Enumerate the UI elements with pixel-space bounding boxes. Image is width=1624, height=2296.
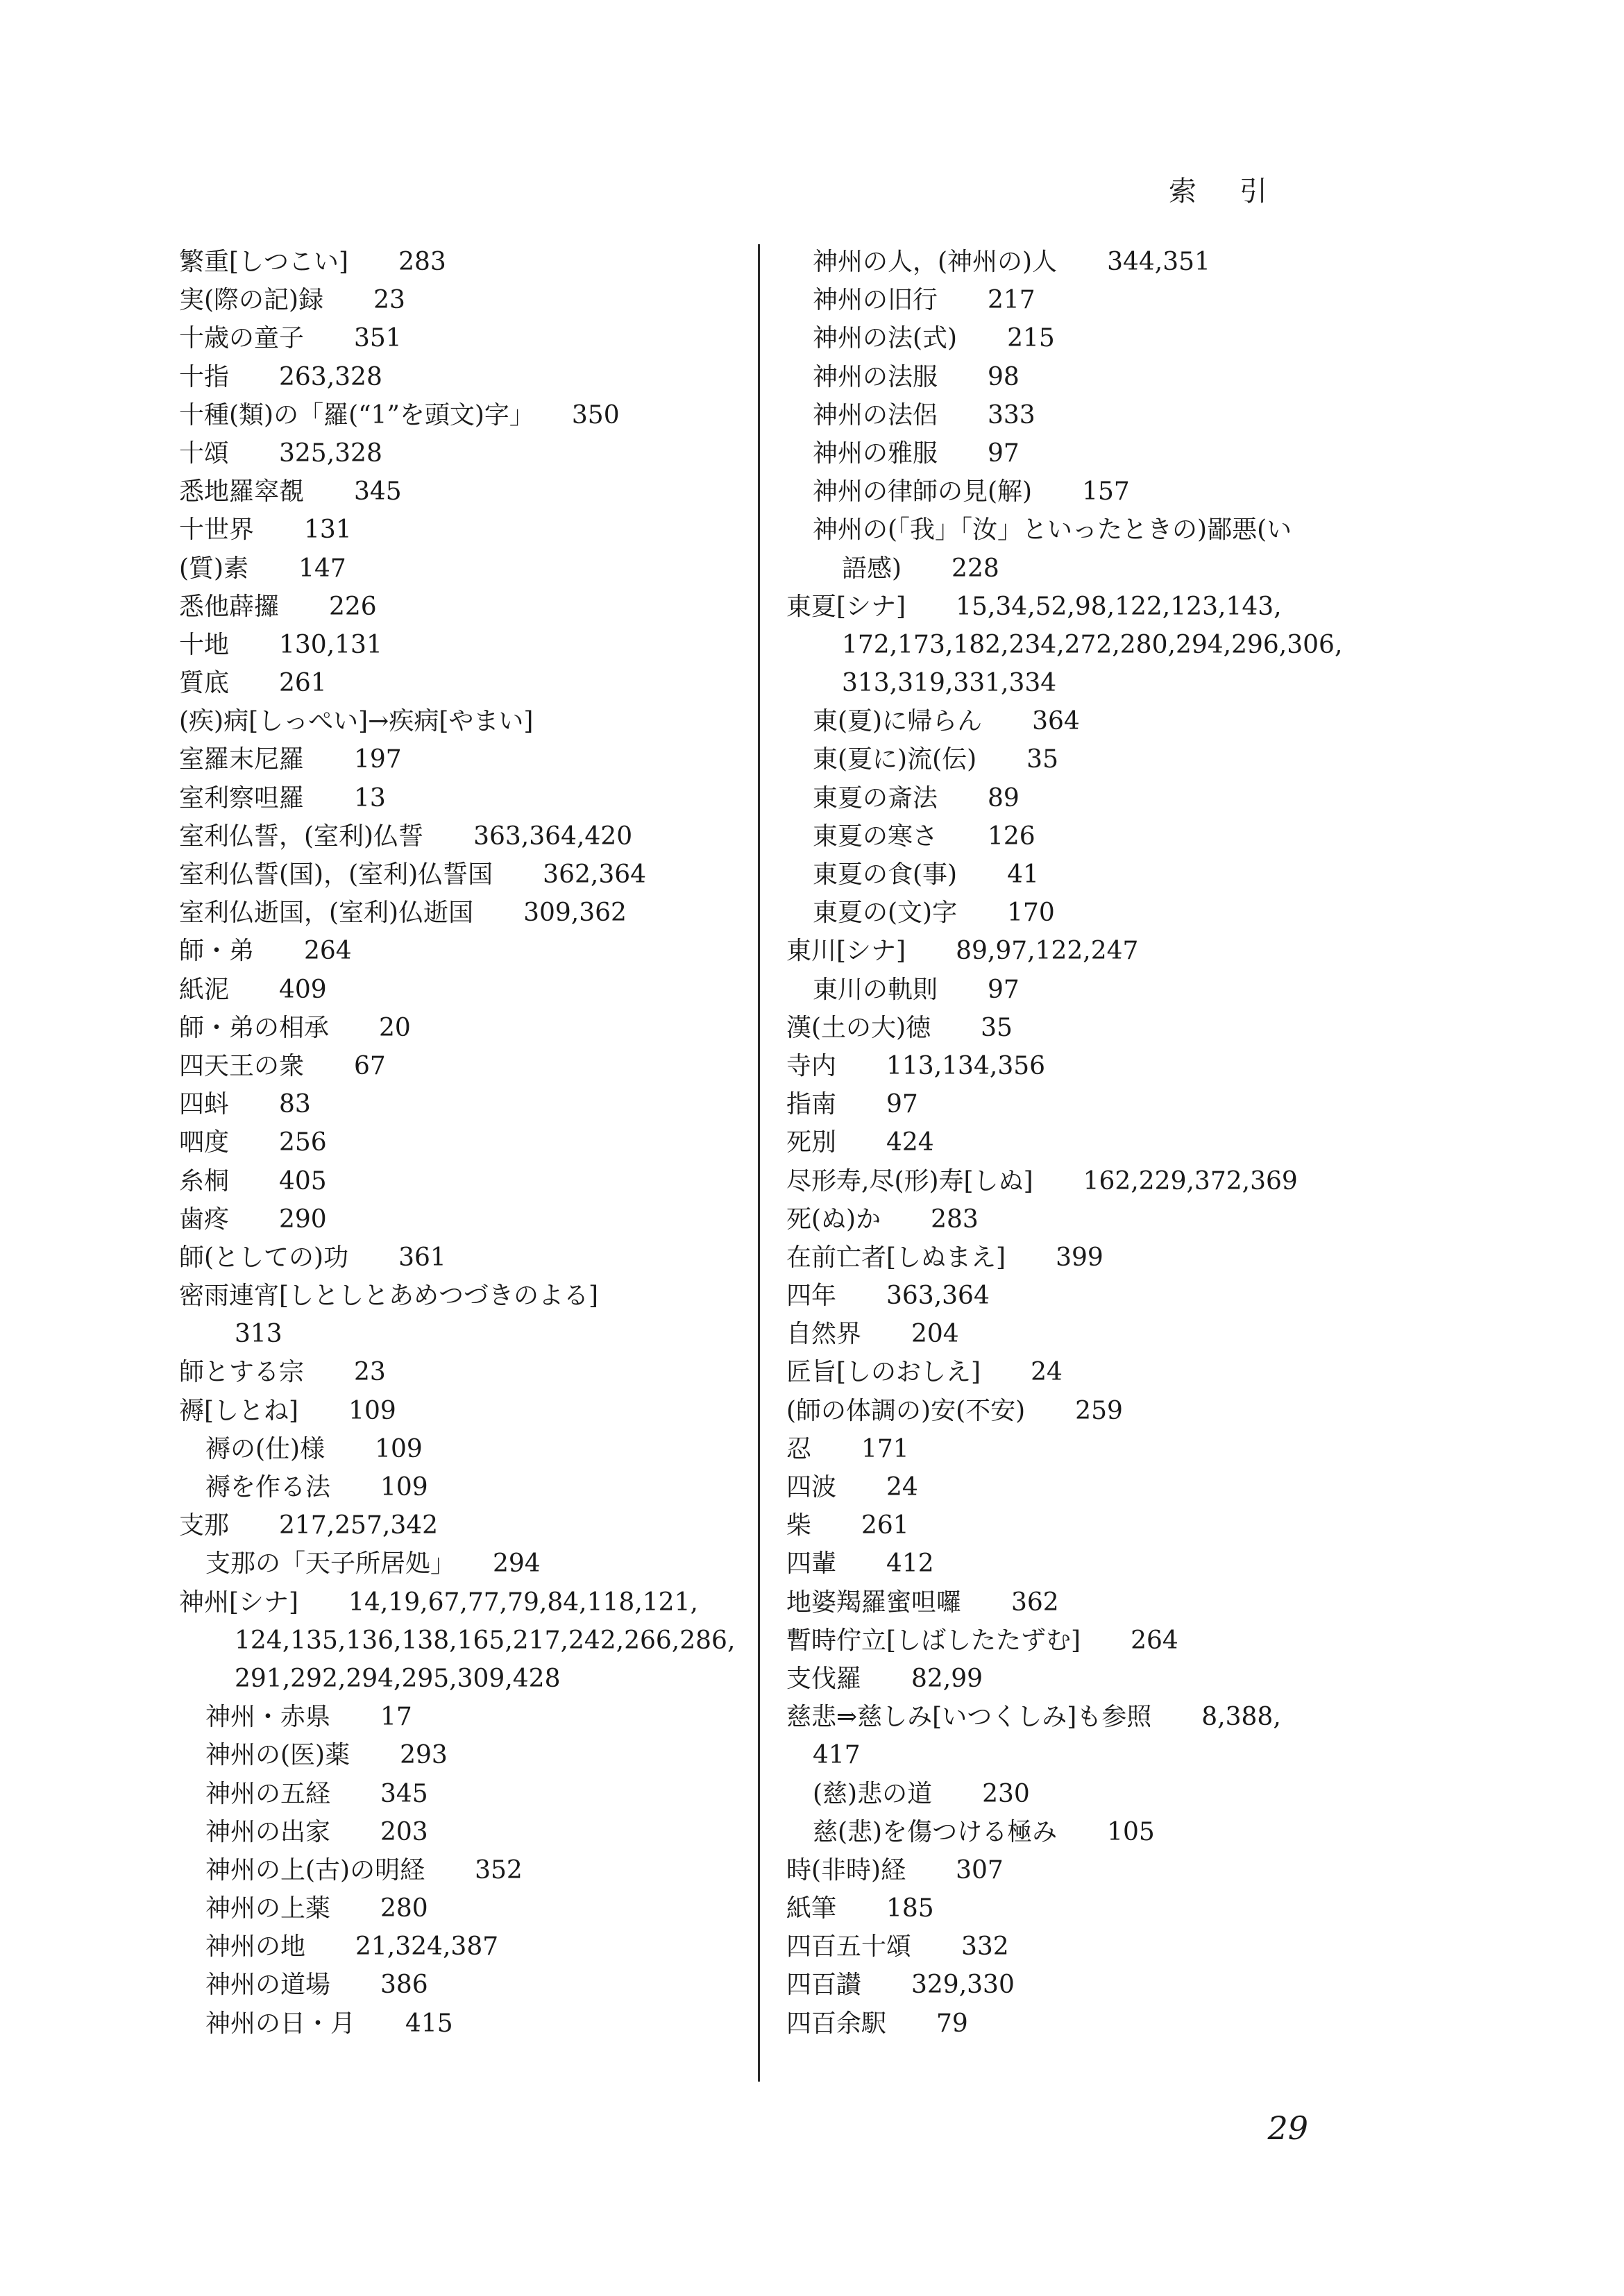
index-entry: 悉他薜攞 226	[179, 592, 377, 621]
index-entry: 神州の人，(神州の)人 344,351	[813, 248, 1210, 276]
index-entry: 密雨連宵[しとしとあめつづきのよる]	[179, 1282, 599, 1311]
index-entry: 十歳の童子 351	[179, 324, 402, 353]
index-entry: 紙泥 409	[179, 975, 327, 1004]
index-entry: 十種(類)の「羅(“1”を頭文)字」 350	[179, 400, 620, 430]
index-entry: 124,135,136,138,165,217,242,266,286,	[235, 1626, 736, 1655]
index-entry: (慈)悲の道 230	[813, 1779, 1030, 1808]
index-entry: 313,319,331,334	[842, 669, 1057, 698]
index-entry: 時(非時)経 307	[786, 1855, 1004, 1885]
index-entry: 語感) 228	[842, 554, 999, 583]
index-entry: 実(際の記)録 23	[179, 286, 405, 315]
index-column-left	[179, 243, 748, 2043]
page-number: 29	[1267, 2109, 1308, 2147]
index-entry: 室利察呾羅 13	[179, 783, 386, 813]
index-entry: 神州の律師の見(解) 157	[813, 477, 1130, 507]
index-entry: 神州の法侶 333	[813, 400, 1035, 430]
index-entry: 糸桐 405	[179, 1166, 327, 1196]
index-entry: 東(夏に)流(伝) 35	[813, 745, 1058, 774]
index-entry: 神州の地 21,324,387	[205, 1932, 499, 1962]
index-entry: 寺内 113,134,356	[786, 1051, 1046, 1080]
index-entry: 師とする宗 23	[179, 1358, 386, 1387]
index-entry: 十指 263,328	[179, 362, 382, 391]
index-entry: 四百余駅 79	[786, 2009, 968, 2038]
index-entry: 東川の軌則 97	[813, 975, 1020, 1004]
index-entry: 室利仏誓，(室利)仏誓 363,364,420	[179, 822, 633, 851]
index-entry: 神州の雅服 97	[813, 439, 1020, 468]
index-entry: 室羅末尼羅 197	[179, 745, 402, 774]
index-entry: 四輩 412	[786, 1549, 934, 1579]
index-entry: 師・弟の相承 20	[179, 1013, 411, 1042]
index-entry: 指南 97	[786, 1090, 918, 1119]
index-entry: (師の体調の)安(不安) 259	[786, 1396, 1123, 1425]
index-entry: 支伐羅 82,99	[786, 1664, 983, 1693]
index-entry: 暫時佇立[しばしたたずむ] 264	[786, 1626, 1178, 1655]
index-entry: 地婆羯羅蜜呾囉 362	[786, 1588, 1059, 1617]
index-entry: 四蚪 83	[179, 1090, 311, 1119]
index-entry: 東(夏)に帰らん 364	[813, 707, 1080, 736]
index-entry: 呬度 256	[179, 1128, 327, 1157]
index-entry: 神州の出家 203	[205, 1817, 428, 1846]
index-entry: 東夏の寒さ 126	[813, 822, 1035, 851]
index-entry: 神州の法服 98	[813, 362, 1020, 391]
index-entry: 褥の(仕)様 109	[205, 1434, 423, 1463]
index-entry: 十地 130,131	[179, 630, 382, 659]
index-entry: 神州[シナ] 14,19,67,77,79,84,118,121,	[179, 1588, 698, 1617]
index-entry: 神州の道場 386	[205, 1971, 428, 2000]
index-entry: 死別 424	[786, 1128, 934, 1157]
index-entry: 四波 24	[786, 1473, 918, 1502]
index-entry: 褥を作る法 109	[205, 1473, 428, 1502]
index-entry: (質)素 147	[179, 554, 346, 583]
index-entry: 質底 261	[179, 669, 327, 698]
index-entry: 神州・赤県 17	[205, 1703, 412, 1732]
index-entry: 室利仏逝国，(室利)仏逝国 309,362	[179, 899, 627, 928]
index-entry: 在前亡者[しぬまえ] 399	[786, 1243, 1103, 1272]
index-entry: 417	[813, 1741, 861, 1770]
index-entry: 忍 171	[786, 1434, 909, 1463]
index-entry: 四年 363,364	[786, 1282, 990, 1311]
index-entry: 四百五十頌 332	[786, 1932, 1009, 1962]
index-entry: 尽形寿,尽(形)寿[しぬ] 162,229,372,369	[786, 1166, 1298, 1196]
index-entry: 313	[235, 1320, 282, 1349]
index-entry: 十頌 325,328	[179, 439, 382, 468]
index-entry: 神州の(医)薬 293	[205, 1741, 448, 1770]
index-entry: 神州の法(式) 215	[813, 324, 1055, 353]
index-entry: 繁重[しつこい] 283	[179, 248, 446, 276]
index-entry: 東川[シナ] 89,97,122,247	[786, 937, 1139, 966]
index-entry: 柴 261	[786, 1511, 909, 1540]
index-entry: 支那 217,257,342	[179, 1511, 439, 1540]
index-entry: 神州の日・月 415	[205, 2009, 453, 2038]
index-entry: 慈悲⇒慈しみ[いつくしみ]も参照 8,388,	[786, 1703, 1281, 1732]
index-entry: 歯疼 290	[179, 1205, 327, 1234]
index-column-right	[786, 243, 1369, 2043]
page-header-title: 索引	[1169, 176, 1310, 207]
index-entry: 褥[しとね] 109	[179, 1396, 396, 1425]
index-entry: 神州の五経 345	[205, 1779, 428, 1808]
index-entry: 悉地羅窣覩 345	[179, 477, 402, 507]
index-entry: 四百讃 329,330	[786, 1971, 1015, 2000]
index-entry: 支那の「天子所居処」 294	[205, 1549, 541, 1579]
index-entry: 東夏[シナ] 15,34,52,98,122,123,143,	[786, 592, 1282, 621]
index-entry: 東夏の(文)字 170	[813, 899, 1055, 928]
index-entry: 十世界 131	[179, 516, 352, 545]
index-entry: 漢(土の大)徳 35	[786, 1013, 1013, 1042]
index-entry: 死(ぬ)か 283	[786, 1205, 979, 1234]
index-entry: 神州の上薬 280	[205, 1894, 428, 1923]
column-divider	[758, 244, 760, 2082]
index-entry: 自然界 204	[786, 1320, 959, 1349]
index-entry: 神州の上(古)の明経 352	[205, 1855, 523, 1885]
index-entry: 172,173,182,234,272,280,294,296,306,	[842, 630, 1343, 659]
index-entry: 神州の旧行 217	[813, 286, 1035, 315]
index-entry: 神州の(「我」「汝」といったときの)鄙悪(い	[813, 516, 1292, 545]
index-entry: 東夏の食(事) 41	[813, 860, 1039, 889]
index-entry: 師・弟 264	[179, 937, 352, 966]
index-entry: 東夏の斎法 89	[813, 783, 1020, 813]
index-entry: 紙筆 185	[786, 1894, 934, 1923]
index-entry: 匠旨[しのおしえ] 24	[786, 1358, 1063, 1387]
index-entry: 慈(悲)を傷つける極み 105	[813, 1817, 1155, 1846]
index-entry: 師(としての)功 361	[179, 1243, 446, 1272]
index-entry: (疾)病[しっぺい]→疾病[やまい]	[179, 707, 534, 736]
index-entry: 室利仏誓(国)，(室利)仏誓国 362,364	[179, 860, 647, 889]
index-entry: 四天王の衆 67	[179, 1051, 386, 1080]
index-entry: 291,292,294,295,309,428	[235, 1664, 561, 1693]
